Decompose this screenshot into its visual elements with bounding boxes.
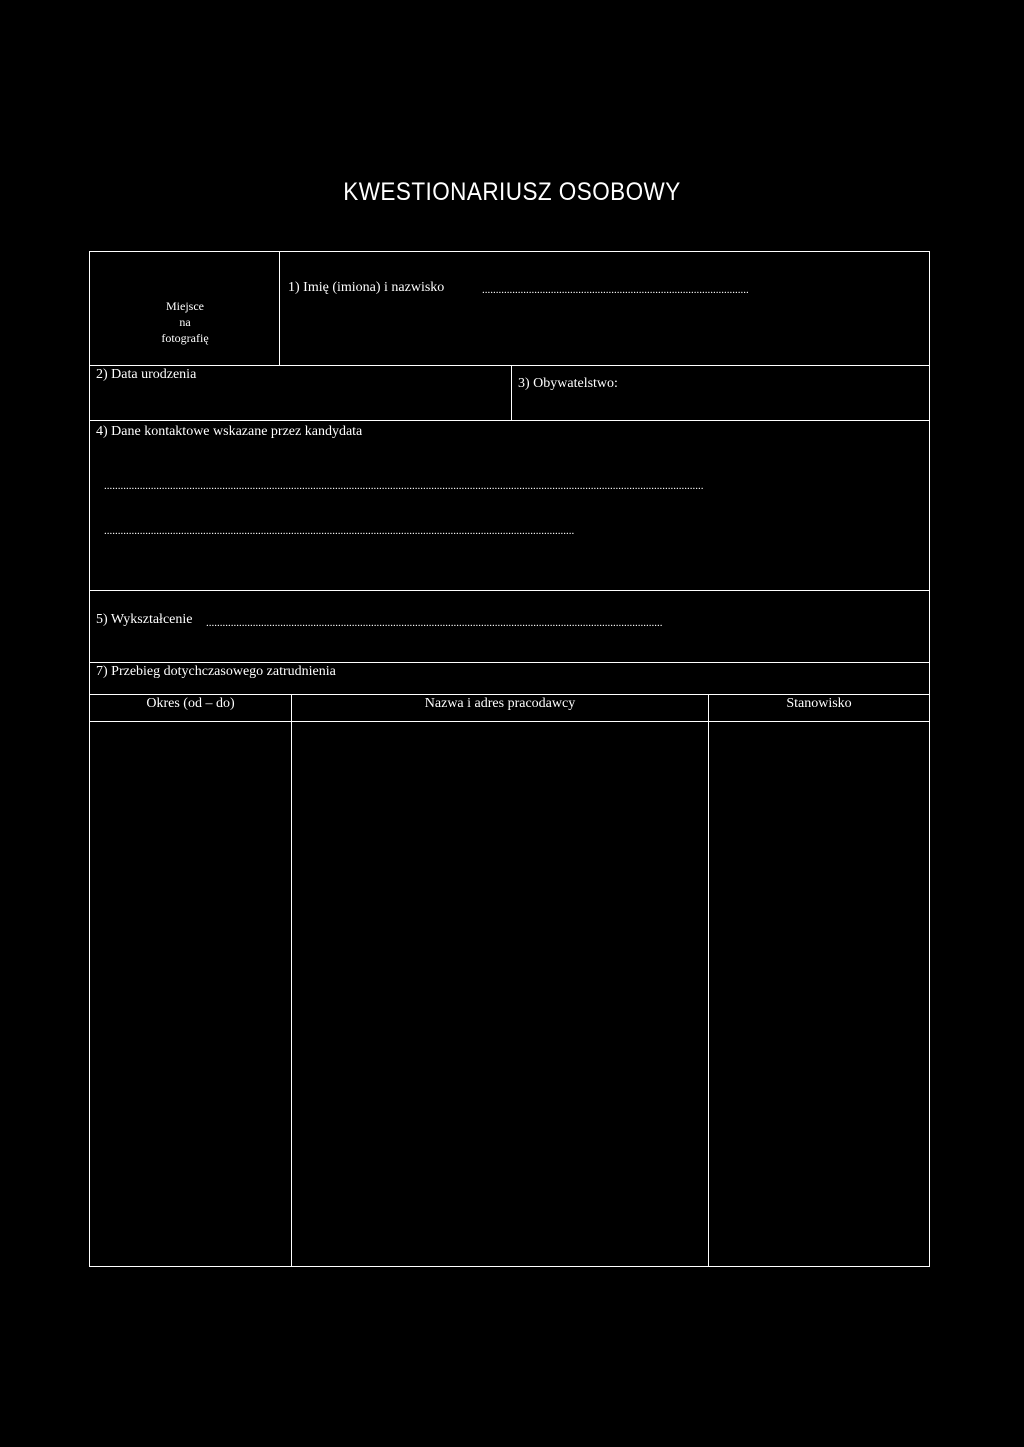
row2-bottom-border xyxy=(90,420,930,421)
row1-bottom-border xyxy=(90,365,930,366)
contact-dots-line-1[interactable]: .......................................................................................................................................................................................................................... xyxy=(104,480,704,492)
education-label: 5) Wykształcenie xyxy=(96,612,193,627)
employment-column-position: Stanowisko xyxy=(786,696,852,711)
birth-citizenship-divider xyxy=(511,365,512,420)
employment-col-divider-1 xyxy=(291,694,292,1267)
name-field-dots[interactable]: ................................................................................................. xyxy=(482,284,749,296)
contact-bottom-border xyxy=(90,590,930,591)
form-bottom-border xyxy=(90,1266,930,1267)
employment-section-label: 7) Przebieg dotychczasowego zatrudnienia xyxy=(96,664,336,679)
contact-label: 4) Dane kontaktowe wskazane przez kandydata xyxy=(96,424,363,439)
education-bottom-border xyxy=(90,662,930,663)
contact-dots-line-2[interactable]: ........................................................................................................................................................................... xyxy=(104,525,575,537)
employment-label-bottom-border xyxy=(90,694,930,695)
page-title: KWESTIONARIUSZ OSOBOWY xyxy=(343,178,681,206)
citizenship-label: 3) Obywatelstwo: xyxy=(518,376,618,391)
photo-label-line1: Miejsce xyxy=(166,299,204,313)
employment-column-period: Okres (od – do) xyxy=(146,696,235,711)
education-dots[interactable]: ...................................................................................................................................................................... xyxy=(206,617,663,629)
employment-column-employer: Nazwa i adres pracodawcy xyxy=(424,696,576,711)
employment-columns-header-border xyxy=(90,721,930,722)
photo-placeholder xyxy=(91,298,279,346)
form-top-border xyxy=(90,251,930,252)
photo-box-divider xyxy=(279,251,280,365)
name-field-label: 1) Imię (imiona) i nazwisko xyxy=(288,280,445,295)
photo-label-line3: fotografię xyxy=(161,331,209,345)
form-right-border xyxy=(929,251,930,1267)
birth-date-label: 2) Data urodzenia xyxy=(96,367,197,382)
form-left-border xyxy=(89,251,90,1267)
employment-col-divider-2 xyxy=(708,694,709,1267)
photo-label-line2: na xyxy=(179,315,191,329)
